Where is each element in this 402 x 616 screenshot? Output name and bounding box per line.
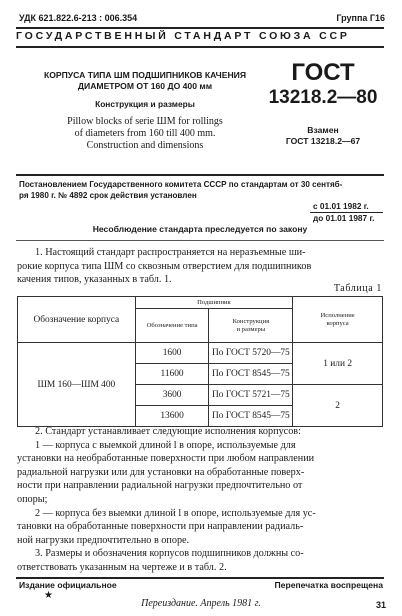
p1-line-2: рокие корпуса типа ШМ со сквозным отверстием для подшипников <box>17 260 312 272</box>
header-design <box>209 309 293 343</box>
table-row-3-design: По ГОСТ 5721—75 <box>209 385 293 406</box>
decree-text <box>19 180 385 201</box>
star-icon: ★ <box>44 590 53 601</box>
table-row-1-type: 1600 <box>135 343 209 364</box>
english-title <box>20 116 270 152</box>
udc-code: УДК 621.822.6-213 : 006.354 <box>19 13 138 23</box>
p3-line-2: ответствовать указанным на чертеже и в табл. 2. <box>17 561 227 573</box>
official-edition: Издание официальное <box>19 580 117 590</box>
p2-line-6: опоры; <box>17 493 48 505</box>
p2-line-1: 2. Стандарт устанавливает следующие исполнения корпусов: <box>35 426 301 437</box>
header-execution-line-1: Исполнение <box>320 311 355 319</box>
reprint-prohibited: Перепечатка воспрещена <box>274 580 383 590</box>
paragraph-2 <box>17 425 383 547</box>
p1-line-3: качения типов, указанных в табл. 1. <box>17 274 172 286</box>
document-title <box>20 70 270 92</box>
english-title-line-2: of diameters from 160 till 400 mm. <box>74 128 216 139</box>
replaces-label: Взамен <box>307 125 339 135</box>
decree-line-2: ря 1980 г. № 4892 срок действия установлен <box>19 190 197 200</box>
p2-line-8: тановки на обработанные поверхности при направлении радиаль- <box>17 521 304 533</box>
p2-line-4: радиальной нагрузки или для установки на обработанные поверх- <box>17 466 305 478</box>
replaces-value: ГОСТ 13218.2—67 <box>285 136 361 146</box>
state-standard-banner: ГОСУДАРСТВЕННЫЙ СТАНДАРТ СОЮЗА ССР <box>16 30 350 42</box>
decree-line-1: Постановлением Государственного комитета СССР по стандартам от 30 сентяб- <box>19 180 343 189</box>
header-top-rule <box>16 27 384 29</box>
gost-number: 13218.2—80 <box>268 87 378 108</box>
violation-notice: Несоблюдение стандарта преследуется по закону <box>92 224 308 234</box>
header-design-line-2: и размеры <box>236 325 266 333</box>
header-design-line-1: Конструкция <box>232 317 270 325</box>
p2-line-7: 2 — корпуса без выемки длиной l в опоре, используемые для ус- <box>35 507 316 519</box>
header-bearing-type: Обозначение типа <box>135 309 209 343</box>
header-bearing-group: Подшипник <box>135 297 293 309</box>
table-caption: Таблица 1 <box>333 283 382 294</box>
p2-line-3: установки на необработанные поверхности при любом направлении <box>17 453 315 465</box>
reissue-note: Переиздание. Апрель 1981 г. <box>141 598 261 609</box>
p1-line-1: 1. Настоящий стандарт распространяется на неразъемные ши- <box>35 247 306 258</box>
group-code: Группа Г16 <box>336 13 385 23</box>
p2-line-9: ной нагрузки предпочтительно в опоре. <box>17 534 190 546</box>
title-block-rule <box>16 174 384 176</box>
title-line-1: КОРПУСА ТИПА ШМ ПОДШИПНИКОВ КАЧЕНИЯ <box>43 70 247 80</box>
table-row-2-type: 11600 <box>135 364 209 385</box>
table-row-1-design: По ГОСТ 5720—75 <box>209 343 293 364</box>
table-row-4-design: По ГОСТ 8545—75 <box>209 406 293 427</box>
english-title-line-1: Pillow blocks of serie ШМ for rollings <box>67 116 223 127</box>
footer-rule <box>16 577 384 579</box>
p2-line-5: ности при направлении радиальной нагрузки предпочтительно от <box>17 480 303 492</box>
document-subtitle: Конструкция и размеры <box>95 99 195 109</box>
table-row-3-type: 3600 <box>135 385 209 406</box>
table-row-2-design: По ГОСТ 8545—75 <box>209 364 293 385</box>
p2-line-2: 1 — корпуса с выемкой длиной l в опоре, используемые для <box>35 439 296 451</box>
gost-label: ГОСТ <box>291 59 355 86</box>
page-number: 31 <box>375 600 386 610</box>
decree-rule <box>16 240 384 241</box>
english-title-line-3: Construction and dimensions <box>86 140 204 151</box>
date-to: до 01.01 1987 г. <box>313 213 375 223</box>
date-from: с 01.01 1982 г. <box>313 201 369 211</box>
execution-cell-2: 2 <box>293 385 383 427</box>
execution-cell-1: 1 или 2 <box>293 343 383 385</box>
header-execution <box>293 297 383 343</box>
header-housing-designation: Обозначение корпуса <box>18 297 136 343</box>
p3-line-1: 3. Размеры и обозначения корпусов подшипников должны со- <box>35 548 304 559</box>
housing-designation-cell: ШМ 160—ШМ 400 <box>18 343 136 427</box>
header-bottom-rule <box>16 46 384 48</box>
paragraph-1 <box>17 246 383 287</box>
table-row-4-type: 13600 <box>135 406 209 427</box>
paragraph-3 <box>17 547 383 574</box>
title-line-2: ДИАМЕТРОМ ОТ 160 ДО 400 мм <box>77 81 213 91</box>
table-1 <box>17 296 383 427</box>
header-execution-line-2: корпуса <box>326 319 349 327</box>
